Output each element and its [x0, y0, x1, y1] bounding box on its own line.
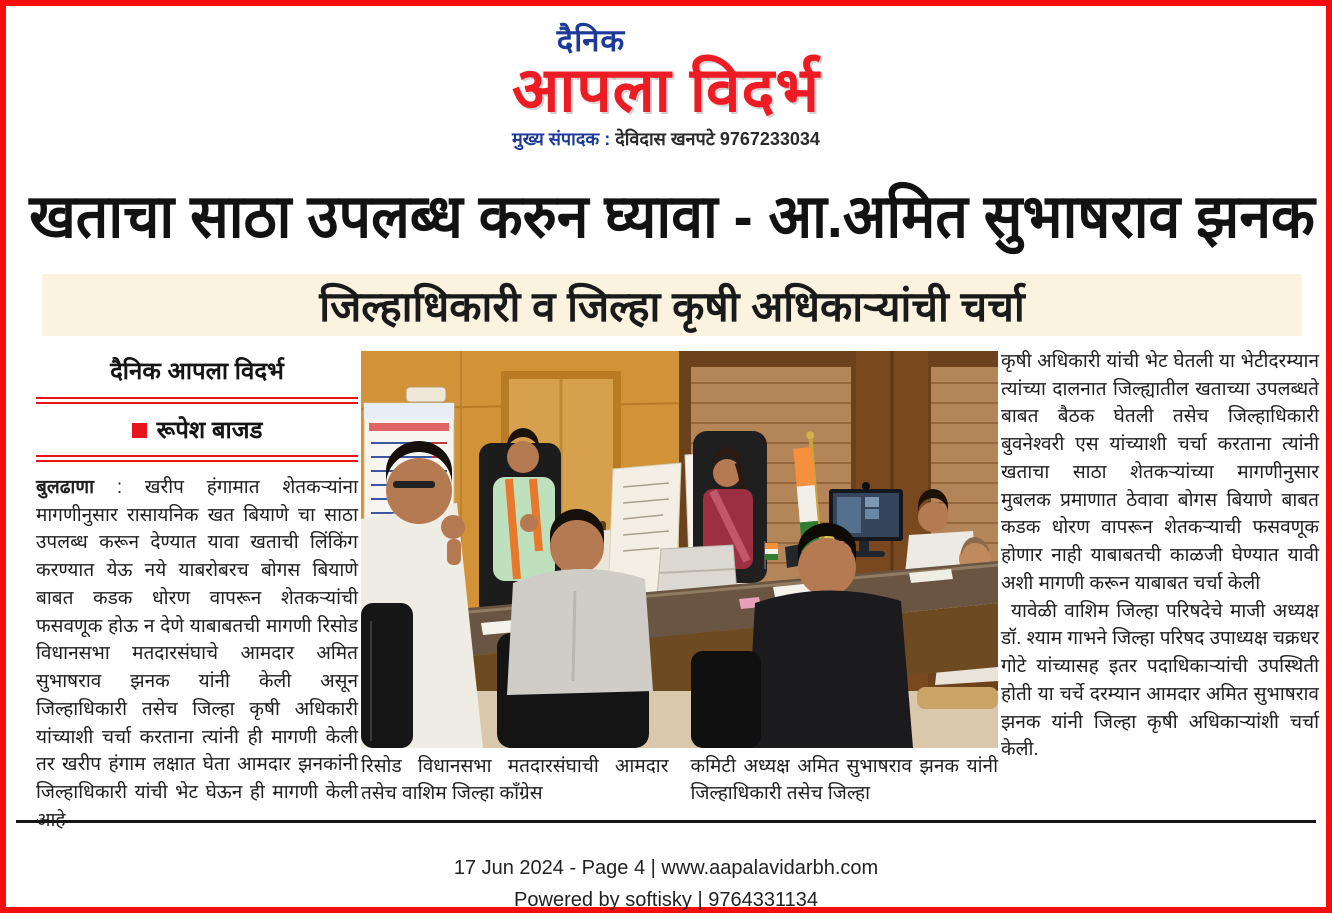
footer-powered-by: Powered by softisky | 9764331134	[514, 889, 818, 911]
dateline: बुलढाणा	[36, 477, 95, 498]
meeting-photo-illustration	[361, 351, 998, 748]
masthead-title: आपला विदर्भ	[512, 56, 820, 126]
red-divider	[36, 455, 358, 462]
left-article-text	[36, 474, 358, 835]
masthead-tagline	[6, 127, 1326, 151]
editor-name-phone: देविदास खनपटे 9767233034	[610, 129, 820, 150]
sub-headline: जिल्हाधिकारी व जिल्हा कृषी अधिकाऱ्यांची चर्चा	[42, 274, 1302, 336]
editor-label: मुख्य संपादक :	[512, 129, 611, 150]
photo-caption-right: कमिटी अध्यक्ष अमित सुभाषराव झनक यांनी जिल्हाधिकारी तसेच जिल्हा	[690, 756, 998, 804]
right-article-para2: यावेळी वाशिम जिल्हा परिषदेचे माजी अध्यक्ष डॉ. श्याम गाभने जिल्हा परिषद उपाध्यक्ष चक्रधर गोटे यांच्यासह इतर पदाधिकाऱ्यांची उपस्थिती होती या चर्चे दरम्यान आमदार अमित सुभाषराव झनक यांनी जिल्हा कृषी अधिकाऱ्यांशी चर्चा केली.	[1001, 600, 1319, 761]
author-name: रूपेश बाजड	[156, 417, 263, 444]
page-footer	[6, 852, 1326, 916]
masthead	[6, 24, 1326, 151]
empty-chair-left	[361, 603, 413, 748]
masthead-pretitle: दैनिक	[556, 23, 626, 58]
photo-caption	[361, 754, 998, 808]
left-column	[36, 352, 358, 835]
right-article-para1: कृषी अधिकारी यांची भेट घेतली या भेटीदरम्यान त्यांच्या दालनात जिल्ह्यातील खताच्या उपलब्धते बाबत बैठक घेतली तसेच जिल्हाधिकारी बुवनेश्वरी एस यांच्याशी चर्चा करताना त्यांनी खताचा साठा शेतकऱ्यांच्या मागणीनुसार मुबलक प्रमाणात ठेवावा बोगस बियाणे बाबत कडक धोरण वापरून शेतकऱ्याची फसवणूक होणार नाही याबाबतची काळजी घेण्यात यावी अशी मागणी करून याबाबत चर्चा केली	[1001, 351, 1319, 594]
meeting-photo	[361, 351, 998, 748]
main-headline: खताचा साठा उपलब्ध करुन घ्यावा - आ.अमित सुभाषराव झनक	[29, 182, 1315, 251]
red-divider	[36, 397, 358, 404]
footer-date-page-url: 17 Jun 2024 - Page 4 | www.aapalavidarbh.com	[453, 857, 879, 879]
right-column	[1001, 348, 1319, 764]
left-article-body: : खरीप हंगामात शेतकऱ्यांना मागणीनुसार रासायनिक खत बियाणे चा साठा उपलब्ध करून देण्यात यावा खताची लिंकिंग करण्यात येऊ नये याबरोबरच बोगस बियाणे बाबत कडक धोरण वापरून शेतकऱ्यांची फसवणूक होऊ न देणे याबाबतची मागणी रिसोड विधानसभा मतदारसंघाचे आमदार अमित सुभाषराव झनक यांनी केली असून जिल्हाधिकारी तसेच जिल्हा कृषी अधिकारी यांच्याशी चर्चा करताना त्यांनी ही मागणी केली तर खरीप हंगाम लक्षात घेता आमदार झनकांनी जिल्हाधिकारी यांची भेट घेऊन ही मागणी केली आहे	[36, 477, 358, 831]
paper-name: दैनिक आपला विदर्भ	[110, 358, 284, 385]
chair-arm-right	[917, 687, 998, 709]
footer-divider	[16, 820, 1316, 823]
byline	[36, 404, 358, 455]
red-square-icon	[132, 423, 147, 438]
photo-caption-left: रिसोड विधानसभा मतदारसंघाची आमदार तसेच वाशिम जिल्हा काँग्रेस	[361, 756, 669, 804]
